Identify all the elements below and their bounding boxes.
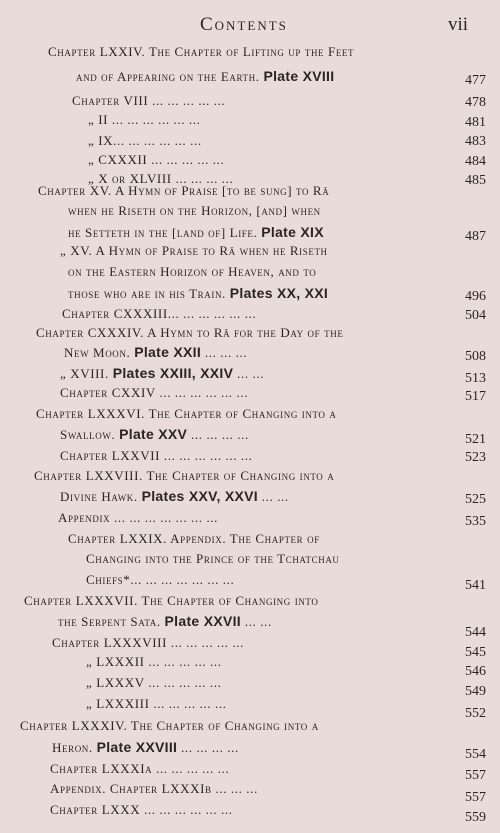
toc-page-number: 559	[465, 810, 486, 825]
page-number: vii	[448, 14, 469, 35]
toc-page-number: 546	[465, 664, 486, 679]
toc-entry-line	[58, 508, 218, 527]
toc-entry-text: Chapter LXXXVI. The Chapter of Changing into a	[36, 406, 337, 421]
toc-entry-line	[60, 383, 248, 402]
toc-entry-line	[24, 591, 318, 610]
toc-entry-text: „ IX... ... ... ... ... ...	[88, 133, 202, 148]
toc-page-number: 541	[465, 578, 486, 593]
toc-entry-text: on the Eastern Horizon of Heaven, and to	[68, 264, 317, 279]
toc-entry-line	[36, 404, 336, 423]
plate-reference: Plate XXVIII	[96, 739, 178, 755]
plate-reference: Plate XXVII	[164, 613, 241, 629]
toc-entry-line	[48, 42, 354, 61]
toc-entry-text: Appendix ... ... ... ... ... ... ...	[58, 510, 218, 525]
toc-page-number: 549	[465, 684, 486, 699]
toc-entry-text: he Setteth in the [land of] Life.	[68, 225, 262, 240]
toc-entry-line	[72, 91, 225, 110]
toc-entry-text: Heron.	[52, 740, 97, 755]
toc-entry-text: „ X or XLVIII ... ... ... ...	[88, 171, 234, 186]
toc-entry-text: Chapter LXXXIa ... ... ... ... ...	[50, 761, 230, 776]
toc-entry-line	[60, 364, 264, 383]
toc-entry-line	[68, 284, 328, 303]
toc-entry-leader: ... ...	[241, 614, 272, 629]
toc-entry-leader: ... ...	[233, 366, 265, 381]
toc-entry-leader: ... ...	[257, 489, 289, 504]
plate-reference: Plate XXV	[119, 426, 188, 442]
toc-entry-text: „ XV. A Hymn of Praise to Rā when he Riseth	[60, 243, 328, 258]
toc-entry-text: Changing into the Prince of the Tchatchau	[86, 551, 340, 566]
toc-entry-text: Chapter LXXIX. Appendix. The Chapter of	[68, 531, 320, 546]
toc-entry-line	[34, 466, 334, 485]
toc-entry-text: Chapter LXXVII ... ... ... ... ... ...	[60, 448, 253, 463]
toc-entry-line	[86, 652, 222, 671]
toc-entry-text: Chapter LXXVIII. The Chapter of Changing into a	[34, 468, 335, 483]
toc-entry-text: and of Appearing on the Earth.	[76, 69, 264, 84]
toc-entry-line	[86, 570, 234, 589]
toc-entry-leader: ... ... ...	[201, 345, 248, 360]
toc-entry-text: Appendix. Chapter LXXXIb ... ... ...	[50, 781, 258, 796]
toc-entry-leader: ... ... ... ...	[177, 740, 239, 755]
toc-entry-text: „ II ... ... ... ... ... ...	[88, 112, 201, 127]
toc-entry-line	[36, 323, 343, 342]
toc-entry-line	[20, 716, 319, 735]
toc-page-number: 508	[465, 349, 486, 364]
toc-entry-text: Chapter XV. A Hymn of Praise [to be sung] to Rā	[38, 183, 330, 198]
toc-entry-text: New Moon.	[64, 345, 135, 360]
toc-entry-line	[86, 694, 227, 713]
toc-entry-text: Chapter CXXXIV. A Hymn to Rā for the Day of the	[36, 325, 344, 340]
plate-reference: Plate XXII	[134, 344, 202, 360]
page-title: Contents	[200, 14, 288, 35]
toc-entry-line	[86, 673, 221, 692]
toc-entry-line	[68, 201, 321, 220]
toc-entry-line	[76, 67, 334, 86]
toc-entry-line	[38, 181, 329, 200]
toc-entry-text: those who are in his Train.	[68, 286, 230, 301]
toc-entry-text: „ CXXXII ... ... ... ... ...	[88, 152, 225, 167]
plate-reference: Plate XIX	[261, 224, 324, 240]
toc-entry-line	[68, 223, 324, 242]
plate-reference: Plate XVIII	[263, 68, 335, 84]
toc-entry-text: Chapter LXXX ... ... ... ... ... ...	[50, 802, 233, 817]
toc-entry-line	[88, 131, 202, 150]
toc-entry-leader: ... ... ... ...	[187, 427, 249, 442]
toc-page-number: 535	[465, 514, 486, 529]
toc-entry-line	[68, 262, 316, 281]
toc-page-number: 544	[465, 625, 486, 640]
toc-entry-line	[68, 529, 320, 548]
toc-entry-text: Chapter CXXIV ... ... ... ... ... ...	[60, 385, 249, 400]
toc-entry-line	[50, 779, 258, 798]
toc-page-number: 513	[465, 371, 486, 386]
toc-page-number: 481	[465, 115, 486, 130]
toc-page-number: 557	[465, 768, 486, 783]
toc-page-number: 487	[465, 229, 486, 244]
toc-entry-line	[58, 612, 272, 631]
toc-entry-text: „ LXXXV ... ... ... ... ...	[86, 675, 222, 690]
toc-entry-text: Divine Hawk.	[60, 489, 142, 504]
toc-page-number: 525	[465, 492, 486, 507]
toc-entry-line	[52, 633, 244, 652]
toc-page-number: 496	[465, 289, 486, 304]
toc-entry-text: Chiefs*... ... ... ... ... ... ...	[86, 572, 235, 587]
toc-entry-line	[62, 304, 256, 323]
toc-entry-line	[86, 549, 340, 568]
toc-entry-text: the Serpent Sata.	[58, 614, 165, 629]
toc-page-number: 477	[465, 73, 486, 88]
toc-entry-text: „ LXXXII ... ... ... ... ...	[86, 654, 222, 669]
toc-page-number: 478	[465, 95, 486, 110]
toc-entry-text: Chapter CXXXIII... ... ... ... ... ...	[62, 306, 257, 321]
toc-entry-text: Chapter LXXXIV. The Chapter of Changing into a	[20, 718, 319, 733]
toc-page-number: 545	[465, 645, 486, 660]
toc-page-number: 504	[465, 308, 486, 323]
toc-page-number: 552	[465, 706, 486, 721]
toc-entry-text: Swallow.	[60, 427, 120, 442]
toc-page-number: 483	[465, 134, 486, 149]
toc-entry-text: when he Riseth on the Horizon, [and] when	[68, 203, 321, 218]
toc-page-number: 517	[465, 389, 486, 404]
toc-page-number: 484	[465, 154, 486, 169]
toc-entry-line	[88, 150, 224, 169]
toc-page-number: 523	[465, 450, 486, 465]
toc-entry-line	[52, 738, 239, 757]
toc-entry-line	[60, 425, 249, 444]
toc-entry-text: „ LXXXIII ... ... ... ... ...	[86, 696, 227, 711]
toc-entry-line	[60, 487, 289, 506]
toc-entry-text: Chapter LXXXVIII ... ... ... ... ...	[52, 635, 245, 650]
toc-page-number: 521	[465, 432, 486, 447]
toc-entry-line	[50, 759, 229, 778]
toc-entry-text: Chapter VIII ... ... ... ... ...	[72, 93, 226, 108]
plate-reference: Plates XXIII, XXIV	[112, 365, 234, 381]
toc-page-number: 557	[465, 790, 486, 805]
toc-entry-text: Chapter LXXXVII. The Chapter of Changing into	[24, 593, 319, 608]
toc-page-number: 554	[465, 747, 486, 762]
plate-reference: Plates XX, XXI	[229, 285, 329, 301]
toc-entry-text: Chapter LXXIV. The Chapter of Lifting up the Feet	[48, 44, 355, 59]
toc-entry-line	[60, 241, 328, 260]
plate-reference: Plates XXV, XXVI	[141, 488, 258, 504]
toc-entry-line	[88, 110, 200, 129]
toc-entry-text: „ XVIII.	[60, 366, 113, 381]
toc-page-number: 485	[465, 173, 486, 188]
toc-entry-line	[64, 343, 247, 362]
toc-entry-line	[50, 800, 233, 819]
toc-entry-line	[60, 446, 253, 465]
